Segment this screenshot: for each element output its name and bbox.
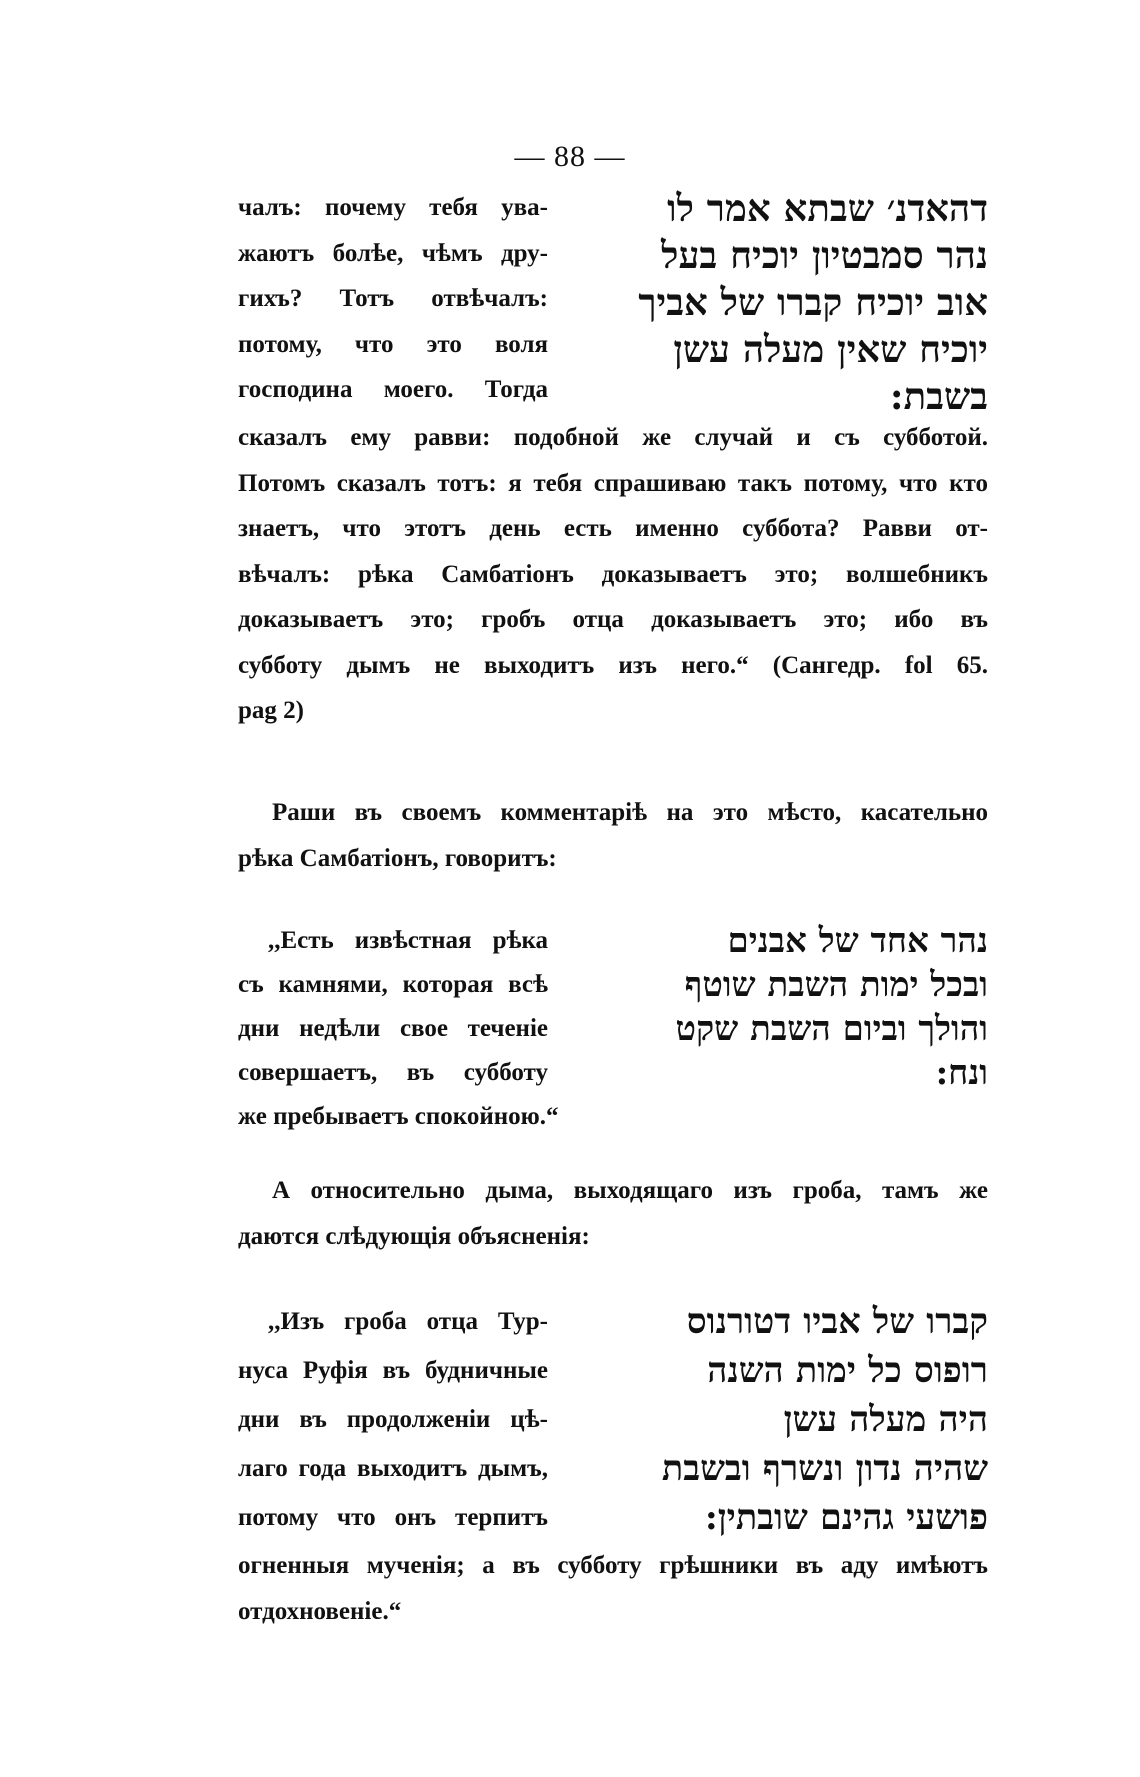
- passage-sanhedrin: [238, 185, 988, 734]
- text-line: огненныя мученія; а въ субботу грѣшники въ аду имѣютъ: [238, 1552, 988, 1579]
- hebrew-line: נהר סמבטיון יוכיח בעל: [661, 233, 988, 277]
- hebrew-line: דהאדנ׳ שבתא אמר לו: [667, 186, 988, 230]
- russian-line: нуса Руфія въ будничные: [238, 1357, 548, 1384]
- text-line: доказываетъ это; гробъ отца доказываетъ это; ибо въ: [238, 606, 988, 633]
- hebrew-line: ונח:: [935, 1053, 988, 1093]
- text-line: субботу дымъ не выходитъ изъ него.“ (Сангедр. fol 65.: [238, 651, 988, 679]
- hebrew-line: פושעי גהינם שובתין:: [704, 1497, 988, 1538]
- hebrew-line: נהר אחד של אבנים: [727, 921, 988, 961]
- text-line: знаетъ, что этотъ день есть именно суббота? Равви от-: [238, 515, 988, 542]
- hebrew-line: בשבת:: [889, 374, 988, 418]
- russian-column-2: [238, 919, 559, 1139]
- hebrew-line: קברו של אביו דטורנוס: [686, 1301, 988, 1342]
- text-line: А относительно дыма, выходящаго изъ гроба, тамъ же: [272, 1177, 988, 1204]
- passage-rashi: [238, 790, 988, 1149]
- russian-line: потому, что это воля: [238, 330, 548, 358]
- russian-line: дни въ продолженіи цѣ-: [238, 1406, 548, 1433]
- bilingual-section-3: [238, 1297, 988, 1543]
- bilingual-section-2: [238, 919, 988, 1149]
- hebrew-line: שהיה נדון ונשרף ובשבת: [661, 1448, 988, 1489]
- text-line: отдохновеніе.“: [238, 1597, 402, 1625]
- russian-line: съ камнями, которая всѣ: [238, 971, 548, 998]
- russian-line: потому что онъ терпитъ: [238, 1504, 548, 1531]
- russian-line: ,,Изъ гроба отца Тур-: [268, 1308, 548, 1335]
- russian-column-1: [238, 185, 548, 413]
- text-line: сказалъ ему равви: подобной же случай и съ субботой.: [238, 424, 988, 451]
- hebrew-column-2: [570, 919, 988, 1095]
- continuation-paragraph-3: [238, 1543, 988, 1634]
- hebrew-line: ובכל ימות השבת שוטף: [684, 965, 988, 1005]
- hebrew-line: רופוס כל ימות השנה: [707, 1350, 988, 1391]
- text-line: вѣчалъ: рѣка Самбатіонъ доказываетъ это; волшебникъ: [238, 560, 988, 588]
- bilingual-section-1: [238, 185, 988, 418]
- russian-line: совершаетъ, въ субботу: [238, 1059, 548, 1086]
- hebrew-line: והולך וביום השבת שקט: [675, 1009, 988, 1049]
- intro-paragraph-3: [238, 1168, 988, 1259]
- text-line: Потомъ сказалъ тотъ: я тебя спрашиваю такъ потому, что кто: [238, 469, 988, 497]
- text-line: рѣка Самбатіонъ, говоритъ:: [238, 844, 557, 872]
- text-line: pag 2): [238, 697, 304, 724]
- text-line: даются слѣдующія объясненія:: [238, 1222, 590, 1250]
- hebrew-line: אוב יוכיח קברו של אביך: [638, 280, 988, 324]
- hebrew-line: יוכיח שאין מעלה עשן: [673, 327, 988, 371]
- russian-line: гихъ? Тотъ отвѣчалъ:: [238, 285, 548, 312]
- russian-line: же пребываетъ спокойною.“: [238, 1103, 559, 1130]
- russian-line: господина моего. Тогда: [238, 376, 548, 403]
- page-number: — 88 —: [514, 140, 626, 173]
- russian-line: ,,Есть извѣстная рѣка: [268, 927, 548, 954]
- russian-line: жаютъ болѣе, чѣмъ дру-: [238, 239, 548, 267]
- hebrew-column-1: [570, 185, 988, 420]
- russian-line: чалъ: почему тебя ува-: [238, 194, 548, 221]
- russian-line: лаго года выходитъ дымъ,: [238, 1455, 548, 1482]
- russian-line: дни недѣли свое теченіе: [238, 1015, 548, 1042]
- russian-column-3: [238, 1297, 548, 1542]
- passage-turnus-rufus: [238, 1168, 988, 1634]
- intro-paragraph-2: [238, 790, 988, 881]
- text-line: Раши въ своемъ комментаріѣ на это мѣсто, касательно: [272, 799, 988, 826]
- hebrew-line: היה מעלה עשן: [783, 1399, 988, 1440]
- hebrew-column-3: [570, 1297, 988, 1542]
- continuation-paragraph-1: [238, 415, 988, 734]
